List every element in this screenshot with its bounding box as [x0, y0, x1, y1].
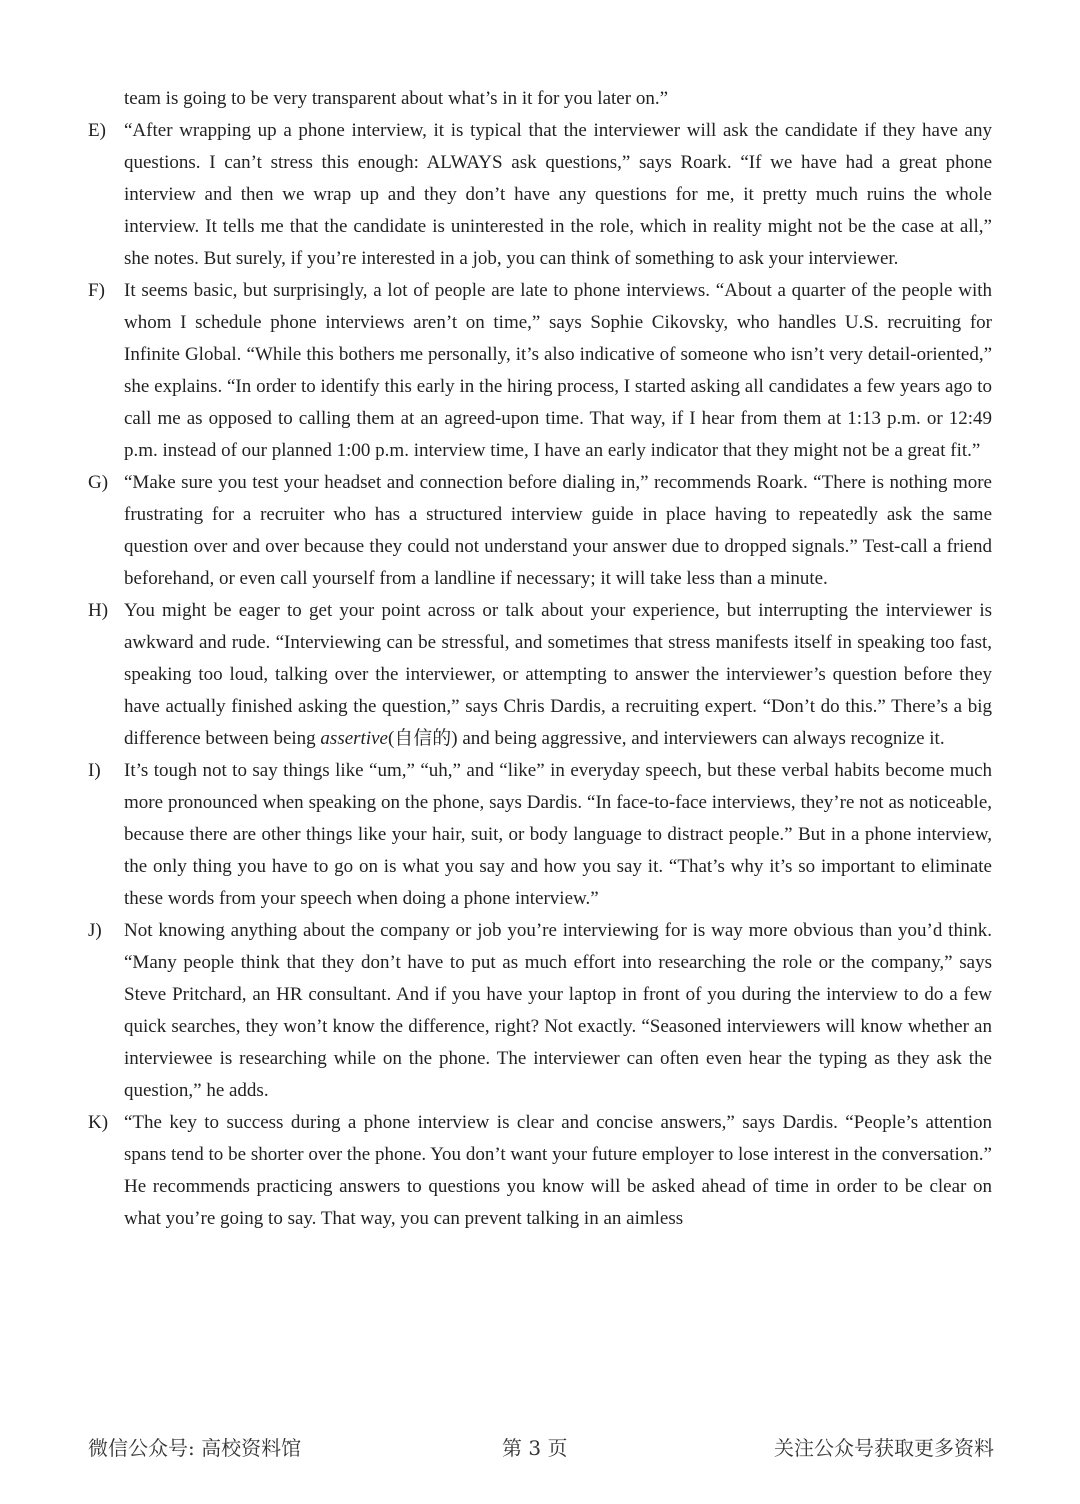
paragraph-e	[88, 115, 992, 275]
article-body	[88, 83, 992, 1235]
paragraph-label: K)	[88, 1112, 109, 1133]
paragraph-text: It’s tough not to say things like “um,” “uh,” and “like” in everyday speech, but these verbal habits become much more pronounced when speaking on the phone, says Dardis. “In face-to-face interviews, they’re not as noticeable, because there are other things like your hair, suit, or body language to distract people.” But in a phone interview, the only thing you have to go on is what you say and how you say it. “That’s why it’s so important to eliminate these words from your speech when doing a phone interview.”	[124, 760, 992, 909]
paragraph-j	[88, 915, 992, 1107]
chinese-gloss: (自信的)	[387, 728, 458, 749]
paragraph-h	[88, 595, 992, 755]
footer-wechat-account: 微信公众号: 高校资料馆	[88, 1436, 302, 1460]
paragraph-text	[124, 595, 992, 755]
footer-follow-note: 关注公众号获取更多资料	[774, 1436, 994, 1460]
paragraph-label: J)	[88, 920, 102, 941]
paragraph-i	[88, 755, 992, 915]
paragraph-label: F)	[88, 280, 105, 301]
page-number: 第 3 页	[502, 1436, 568, 1460]
paragraph-label: E)	[88, 120, 106, 141]
paragraph-text-part: and being aggressive, and interviewers can always recognize it.	[457, 728, 945, 749]
paragraph-g	[88, 467, 992, 595]
paragraph-text-part: You might be eager to get your point across or talk about your experience, but interrupting the interviewer is awkward and rude. “Interviewing can be stressful, and sometimes that stress manifests itself in speaking too fast, speaking too loud, talking over the interviewer, or attempting to answer the interviewer’s question before they have actually finished asking the question,” says Chris Dardis, a recruiting expert. “Don’t do this.” There’s a big difference between being	[124, 600, 992, 749]
paragraph-text: Not knowing anything about the company or job you’re interviewing for is way more obvious than you’d think. “Many people think that they don’t have to put as much effort into researching the role or the company,” says Steve Pritchard, an HR consultant. And if you have your laptop in front of you during the interview to do a few quick searches, they won’t know the difference, right? Not exactly. “Seasoned interviewers will know whether an interviewee is researching while on the phone. The interviewer can often even hear the typing as they ask the question,” he adds.	[124, 920, 992, 1101]
paragraph-continuation	[88, 83, 992, 115]
paragraph-label: H)	[88, 600, 109, 621]
page-footer	[88, 1432, 994, 1462]
paragraph-label: G)	[88, 472, 109, 493]
paragraph-label: I)	[88, 760, 101, 781]
paragraph-text: “The key to success during a phone interview is clear and concise answers,” says Dardis. “People’s attention spans tend to be shorter over the phone. You don’t want your future employer to lose interest in the conversation.” He recommends practicing answers to questions you know will be asked ahead of time in order to be clear on what you’re going to say. That way, you can prevent talking in an aimless	[124, 1112, 992, 1229]
paragraph-text: “Make sure you test your headset and connection before dialing in,” recommends Roark. “There is nothing more frustrating for a recruiter who has a structured interview guide in place having to repeatedly ask the same question over and over because they could not understand your answer due to dropped signals.” Test-call a friend beforehand, or even call yourself from a landline if necessary; it will take less than a minute.	[124, 472, 992, 589]
paragraph-text: It seems basic, but surprisingly, a lot of people are late to phone interviews. “About a quarter of the people with whom I schedule phone interviews aren’t on time,” says Sophie Cikovsky, who handles U.S. recruiting for Infinite Global. “While this bothers me personally, it’s also indicative of someone who isn’t very detail-oriented,” she explains. “In order to identify this early in the hiring process, I started asking all candidates a few years ago to call me as opposed to calling them at an agreed-upon time. That way, if I hear from them at 1:13 p.m. or 12:49 p.m. instead of our planned 1:00 p.m. interview time, I have an early indicator that they might not be a great fit.”	[124, 280, 992, 461]
paragraph-text: team is going to be very transparent about what’s in it for you later on.”	[124, 88, 668, 109]
paragraph-text: “After wrapping up a phone interview, it is typical that the interviewer will ask the candidate if they have any questions. I can’t stress this enough: ALWAYS ask questions,” says Roark. “If we have had a great phone interview and then we wrap up and they don’t have any questions for me, it pretty much ruins the whole interview. It tells me that the candidate is uninterested in the role, which in reality might not be the case at all,” she notes. But surely, if you’re interested in a job, you can think of something to ask your interviewer.	[124, 120, 992, 269]
paragraph-k	[88, 1107, 992, 1235]
paragraph-f	[88, 275, 992, 467]
emphasized-word: assertive	[320, 728, 388, 749]
